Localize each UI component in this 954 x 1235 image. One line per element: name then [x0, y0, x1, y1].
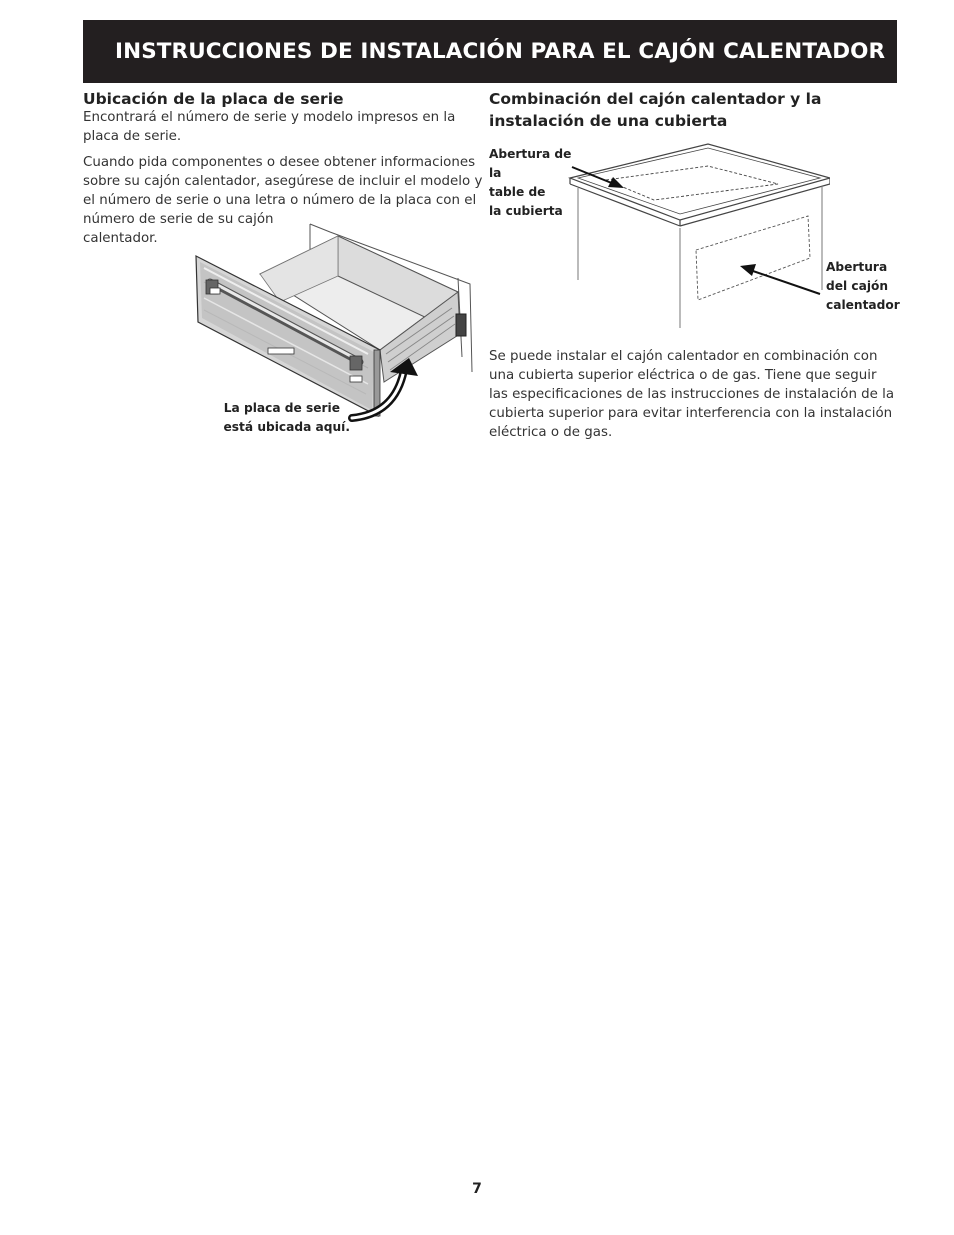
label-line: Abertura de [489, 147, 572, 161]
label-line: la cubierta [489, 204, 563, 218]
text-line: sobre su cajón calentador, asegúrese de incluir el modelo y [83, 174, 483, 189]
warming-drawer-illustration [190, 222, 480, 424]
serial-plate-text-1 [83, 108, 455, 146]
label-line: del cajón [826, 279, 889, 293]
text-line: número de serie de su cajón [83, 212, 274, 227]
cabinet-cooktop-diagram [568, 140, 830, 330]
serial-plate-caption [200, 399, 350, 437]
text-line: las especificaciones de las instrucciones de instalación de la [489, 387, 895, 402]
text-line: eléctrica o de gas. [489, 425, 613, 440]
label-line: table de [489, 185, 546, 199]
page-title-banner [83, 20, 897, 83]
cooktop-combination-text [489, 347, 894, 442]
cooktop-cutout [606, 166, 778, 200]
text-line: placa de serie. [83, 129, 182, 144]
page-title: INSTRUCCIONES DE INSTALACIÓN PARA EL CAJÓN CALENTADOR [115, 39, 886, 64]
label-line: Abertura [826, 260, 888, 274]
page-number: 7 [472, 1181, 482, 1197]
text-line: el número de serie o una letra o número de la placa con el [83, 193, 477, 208]
serial-plate-heading: Ubicación de la placa de serie [83, 90, 344, 108]
text-line: Encontrará el número de serie y modelo impresos en la [83, 110, 456, 125]
drawer-opening-label [826, 258, 900, 315]
caption-line: La placa de serie [223, 401, 340, 415]
text-line: cubierta superior para evitar interferencia con la instalación [489, 406, 893, 421]
cooktop-combination-heading [489, 88, 821, 132]
heading-line: Combinación del cajón calentador y la [489, 90, 822, 108]
warming-drawer-cutout [696, 216, 810, 300]
text-line: una cubierta superior eléctrica o de gas. Tiene que seguir [489, 368, 877, 383]
text-line: calentador. [83, 231, 158, 246]
cooktop-opening-label [489, 145, 571, 221]
cabinet-body [578, 186, 822, 328]
heading-line: instalación de una cubierta [489, 112, 728, 130]
caption-line: está ubicada aquí. [223, 420, 350, 434]
text-line: Cuando pida componentes o desee obtener informaciones [83, 155, 476, 170]
text-line: Se puede instalar el cajón calentador en combinación con [489, 349, 878, 364]
serial-plate [268, 348, 294, 354]
drawer-opening-arrow [740, 264, 820, 294]
label-line: calentador [826, 298, 900, 312]
label-line: la [489, 166, 502, 180]
